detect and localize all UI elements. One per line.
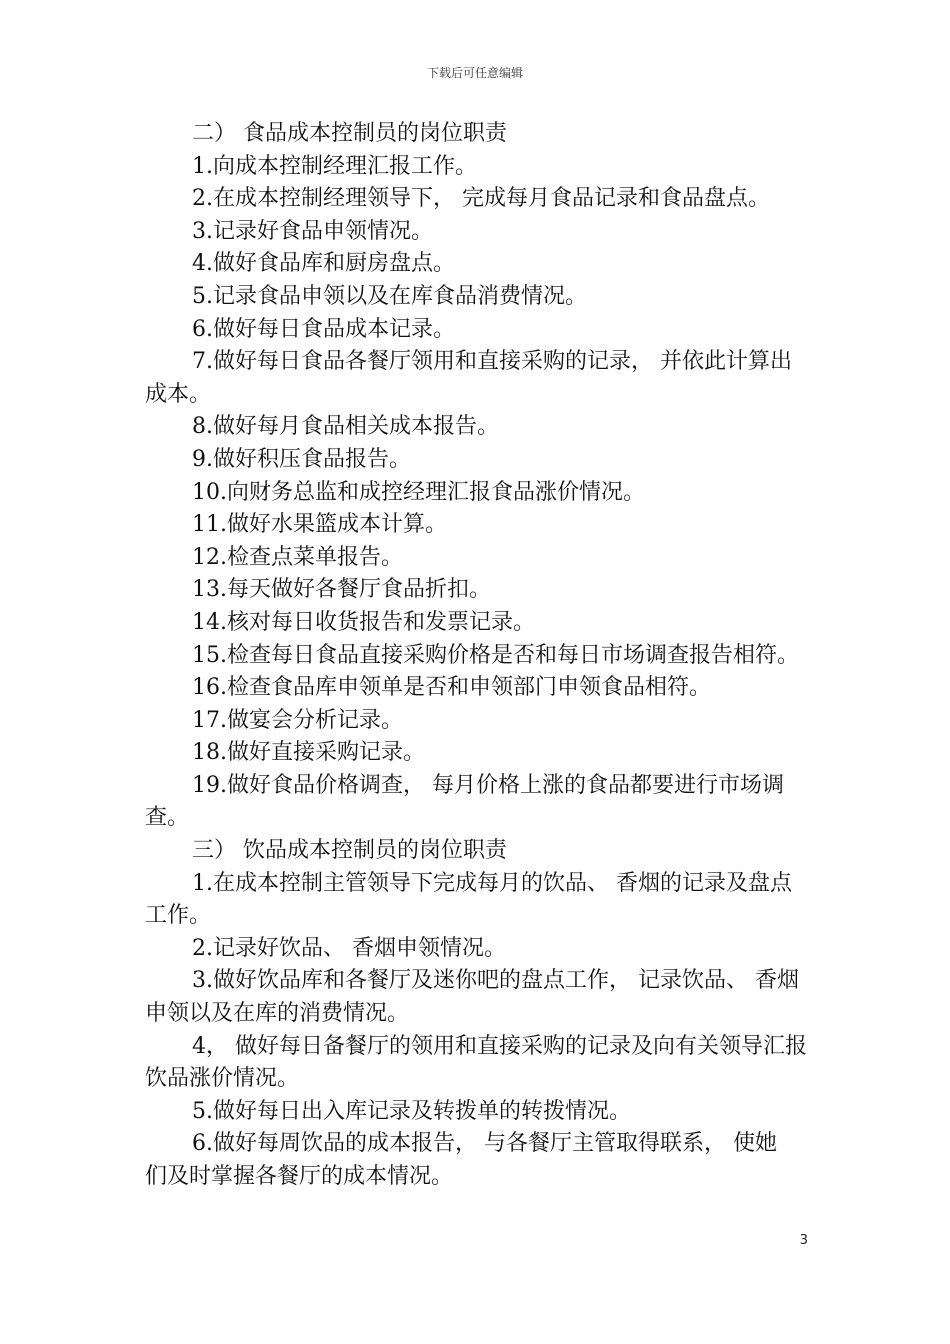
list-item: 14.核对每日收货报告和发票记录。 <box>192 609 535 635</box>
list-item: 1.向成本控制经理汇报工作。 <box>192 153 477 179</box>
list-item: 19.做好食品价格调查， 每月价格上涨的食品都要进行市场调查。 <box>145 772 784 831</box>
document-body <box>145 118 810 1194</box>
list-item: 7.做好每日食品各餐厅领用和直接采购的记录， 并依此计算出成本。 <box>145 349 792 407</box>
list-item: 5.记录食品申领以及在库食品消费情况。 <box>192 283 587 309</box>
list-item: 2.记录好饮品、 香烟申领情况。 <box>192 935 506 961</box>
list-item: 17.做宴会分析记录。 <box>192 707 403 733</box>
list-item: 3.做好饮品库和各餐厅及迷你吧的盘点工作， 记录饮品、 香烟申领以及在库的消费情况。 <box>145 968 799 1027</box>
list-item: 4， 做好每日备餐厅的领用和直接采购的记录及向有关领导汇报饮品涨价情况。 <box>145 1033 807 1092</box>
list-item: 6.做好每周饮品的成本报告， 与各餐厅主管取得联系， 使她们及时掌握各餐厅的成本情况。 <box>145 1131 777 1189</box>
list-item: 3.记录好食品申领情况。 <box>192 218 433 244</box>
list-item: 2.在成本控制经理领导下， 完成每月食品记录和食品盘点。 <box>192 186 770 212</box>
section-heading-food: 二） 食品成本控制员的岗位职责 <box>192 121 507 146</box>
list-item: 11.做好水果篮成本计算。 <box>192 512 447 538</box>
list-item: 1.在成本控制主管领导下完成每月的饮品、 香烟的记录及盘点工作。 <box>145 870 792 929</box>
list-item: 10.向财务总监和成控经理汇报食品涨价情况。 <box>192 479 645 505</box>
list-item: 16.检查食品库申领单是否和申领部门申领食品相符。 <box>192 675 711 701</box>
list-item: 18.做好直接采购记录。 <box>192 740 425 766</box>
list-item: 15.检查每日食品直接采购价格是否和每日市场调查报告相符。 <box>192 642 799 668</box>
list-item: 9.做好积压食品报告。 <box>192 446 411 472</box>
list-item: 6.做好每日食品成本记录。 <box>192 316 455 342</box>
list-item: 13.每天做好各餐厅食品折扣。 <box>192 577 491 603</box>
list-item: 8.做好每月食品相关成本报告。 <box>192 414 499 440</box>
section-heading-beverage: 三） 饮品成本控制员的岗位职责 <box>192 838 507 864</box>
page-header: 下载后可任意编辑 <box>426 66 523 80</box>
list-item: 5.做好每日出入库记录及转拨单的转拨情况。 <box>192 1098 631 1124</box>
page-number: 3 <box>799 1233 808 1248</box>
list-item: 4.做好食品库和厨房盘点。 <box>192 251 455 277</box>
list-item: 12.检查点菜单报告。 <box>192 544 403 570</box>
